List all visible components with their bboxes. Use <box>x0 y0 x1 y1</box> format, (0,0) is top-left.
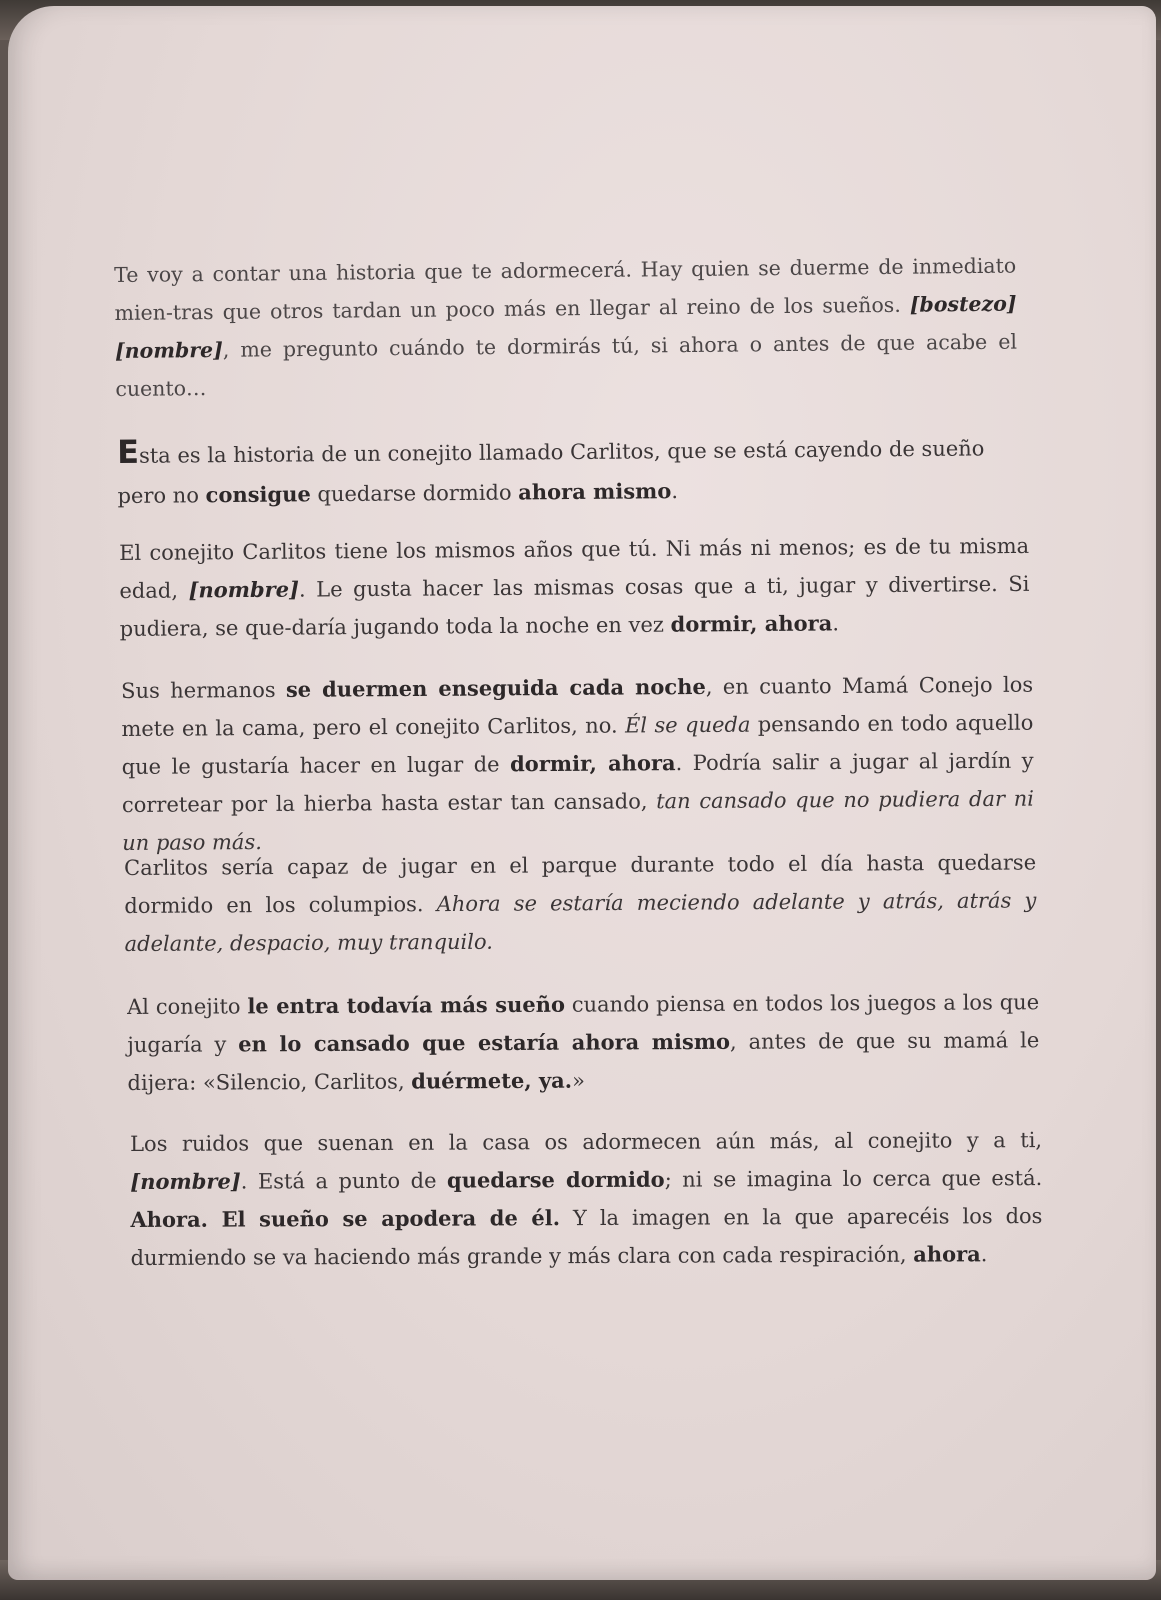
p6-text-2: . Está a punto de <box>240 1168 448 1194</box>
p3-text-3: pensando en todo aquello que le gustaría hacer en lugar de <box>121 710 1034 779</box>
p3-text-1: Sus hermanos <box>121 677 287 703</box>
intro-bold-italic: [bostezo] [nombre] <box>114 291 1017 363</box>
p3-text-2: , en cuanto Mamá Conejo los mete en la cama, pero el conejito Carlitos, no. <box>121 672 1034 741</box>
p6-bold-3: ahora <box>913 1241 981 1267</box>
p2-text-2: . Le gusta hacer las mismas cosas que a ti, jugar y divertirse. Si pudiera, se que-daría jugando toda la noche en vez <box>119 571 1030 641</box>
p6-bold-italic: [nombre] <box>130 1168 241 1194</box>
p4-text-1: Carlitos sería capaz de jugar en el parque durante todo el día hasta quedarse dormido en los columpios. <box>124 850 1037 918</box>
paragraph-2 <box>119 527 1030 648</box>
paragraph-1 <box>117 428 1028 516</box>
intro-text-1: Te voy a contar una historia que te adormecerá. Hay quien se duerme de inmediato mien-tras que otros tardan un poco más en llegar al reino de los sueños. <box>114 253 1017 325</box>
p5-bold-2: en lo cansado que estaría ahora mismo <box>238 1028 731 1057</box>
p5-text-1: Al conejito <box>127 994 248 1019</box>
p1-text-3: . <box>671 479 679 504</box>
p3-text-4: . Podría salir a jugar al jardín y corretear por la hierba hasta estar tan cansado, <box>121 748 1034 817</box>
p5-bold-3: duérmete, ya. <box>411 1067 573 1094</box>
p6-text-3: ; ni se imagina lo cerca que está. <box>664 1166 1043 1192</box>
p2-bold-italic: [nombre] <box>188 576 300 603</box>
p2-bold: dormir, ahora <box>670 610 833 637</box>
paragraph-4 <box>124 843 1037 963</box>
p2-text-3: . <box>832 611 840 636</box>
p3-bold-2: dormir, ahora <box>509 750 676 777</box>
intro-text-2: , me pregunto cuándo te dormirás tú, si ahora o antes de que acabe el cuento… <box>115 329 1018 401</box>
p5-text-2: cuando piensa en todos los juegos a los que jugaría y <box>127 990 1040 1057</box>
p1-bold-1: consigue <box>205 481 311 508</box>
p6-bold-2: Ahora. El sueño se apodera de él. <box>130 1205 561 1232</box>
p5-bold-1: le entra todavía más sueño <box>247 991 566 1019</box>
p6-text-4: Y la imagen en la que aparecéis los dos durmiendo se va haciendo más grande y más clara con cada respiración, <box>130 1204 1043 1270</box>
p1-text-2: quedarse dormido <box>310 480 519 507</box>
p4-italic: Ahora se estaría meciendo adelante y atrás, atrás y adelante, despacio, muy tranquilo. <box>124 888 1037 956</box>
p1-text-1: sta es la historia de un conejito llamado Carlitos, que se está cayendo de sueño pero no <box>117 436 985 508</box>
paragraph-6 <box>130 1121 1043 1277</box>
p6-bold-1: quedarse dormido <box>446 1166 665 1193</box>
p6-text-5: . <box>980 1242 988 1267</box>
p5-text-4: » <box>571 1068 585 1093</box>
p3-italic-2: tan cansado que no pudiera dar ni un paso más. <box>122 786 1034 855</box>
p1-bold-2: ahora mismo <box>518 478 672 505</box>
p3-italic-1: Él se queda <box>624 712 751 738</box>
p2-text-1: El conejito Carlitos tiene los mismos años que tú. Ni más ni menos; es de tu misma edad, <box>119 533 1030 603</box>
drop-cap: E <box>116 432 140 471</box>
paragraph-3 <box>121 666 1034 862</box>
p3-bold-1: se duermen enseguida cada noche <box>285 673 706 702</box>
p6-text-1: Los ruidos que suenan en la casa os adormecen aún más, al conejito y a ti, <box>130 1128 1043 1156</box>
intro-paragraph <box>114 247 1018 408</box>
paragraph-5 <box>127 983 1040 1102</box>
p5-text-3: , antes de que su mamá le dijera: «Silencio, Carlitos, <box>127 1028 1040 1095</box>
